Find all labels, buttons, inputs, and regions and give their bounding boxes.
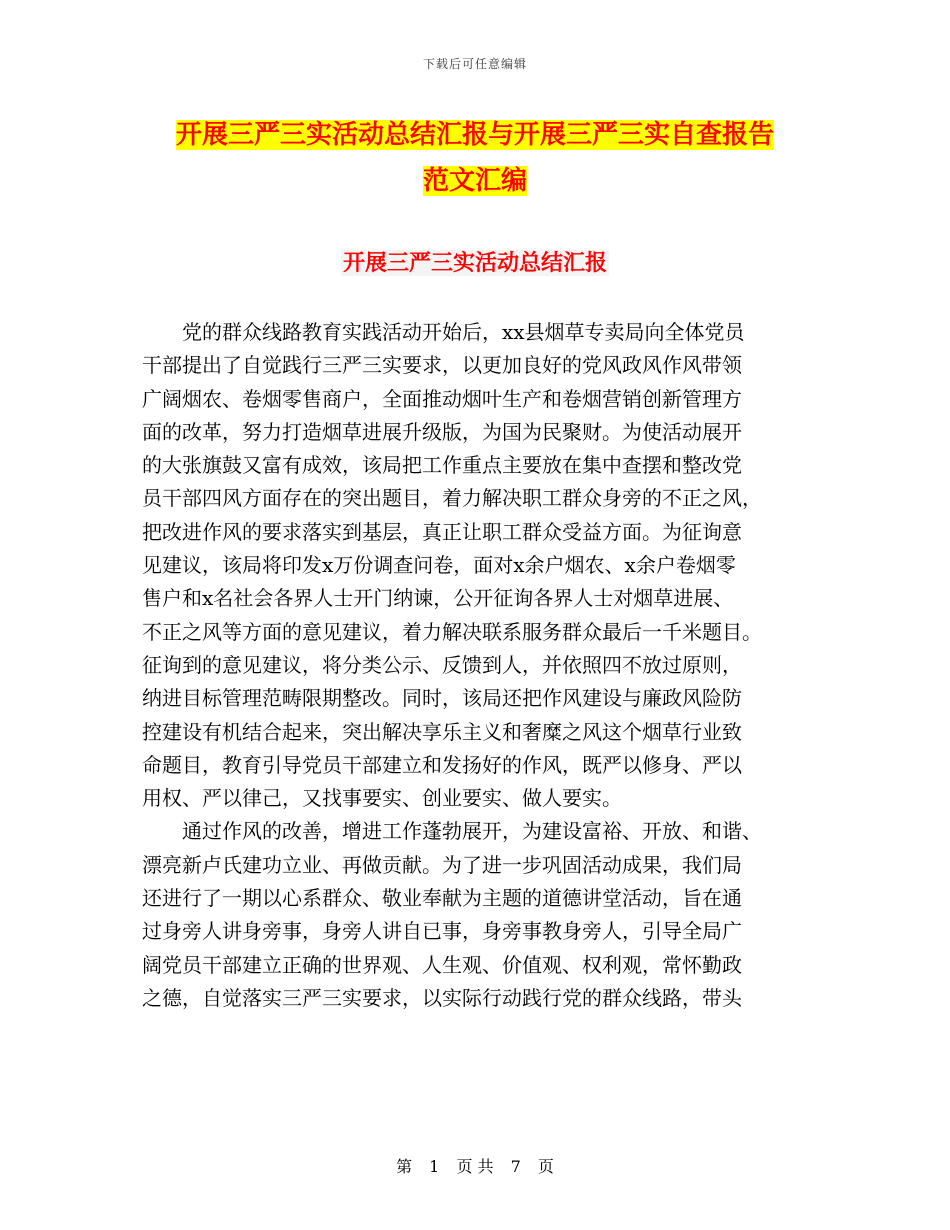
section-title bbox=[0, 245, 950, 281]
footer-middle: 页 共 bbox=[456, 1157, 494, 1176]
main-title-line1: 开展三严三实活动总结汇报与开展三严三实自查报告 bbox=[175, 120, 774, 150]
body-text bbox=[142, 316, 810, 1015]
paragraph: 党的群众线路教育实践活动开始后，xx县烟草专卖局向全体党员 干部提出了自觉践行三严三实要求，以更加良好的党风政风作风带领 广阔烟农、卷烟零售商户，全面推动烟叶生产和卷烟营销创新管理方 面的改革，努力打造烟草进展升级版，为国为民聚财。为使活动展开 的大张旗鼓又富有成效，该局把工作重点主要放在集中查摆和整改党 员干部四风方面存在的突出题目，着力解决职工群众身旁的不正之风， 把改进作风的要求落实到基层，真正让职工群众受益方面。为征询意 见建议，该局将印发x万份调查问卷，面对x余户烟农、x余户卷烟零 售户和x名社会各界人士开门纳谏，公开征询各界人士对烟草进展、 不正之风等方面的意见建议，着力解决联系服务群众最后一千米题目。 征询到的意见建议，将分类公示、反馈到人，并依照四不放过原则， 纳进目标管理范畴限期整改。同时，该局还把作风建设与廉政风险防 控建设有机结合起来，突出解决享乐主义和奢糜之风这个烟草行业致 命题目，教育引导党员干部建立和发扬好的作风，既严以修身、严以 用权、严以律己，又找事要实、创业要实、做人要实。 bbox=[142, 320, 762, 811]
main-title bbox=[140, 112, 810, 204]
section-title-text: 开展三严三实活动总结汇报 bbox=[342, 250, 607, 276]
footer-page-number: 1 bbox=[429, 1157, 440, 1176]
header-note: 下载后可任意编辑 bbox=[422, 57, 527, 71]
footer-total-pages: 7 bbox=[510, 1157, 521, 1176]
page-footer bbox=[0, 1154, 950, 1177]
footer-suffix: 页 bbox=[537, 1157, 554, 1176]
footer-prefix: 第 bbox=[396, 1157, 413, 1176]
main-title-line2: 范文汇编 bbox=[422, 166, 527, 196]
paragraph: 通过作风的改善，增进工作蓬勃展开，为建设富裕、开放、和谐、 漂亮新卢氏建功立业、再做贡献。为了进一步巩固活动成果，我们局 还进行了一期以心系群众、敬业奉献为主题的道德讲堂活动，旨在通 过身旁人讲身旁事，身旁人讲自已事，身旁事教身旁人，引导全局广 阔党员干部建立正确的世界观、人生观、价值观、权利观，常怀勤政 之德，自觉落实三严三实要求，以实际行动践行党的群众线路，带头 bbox=[142, 819, 762, 1010]
